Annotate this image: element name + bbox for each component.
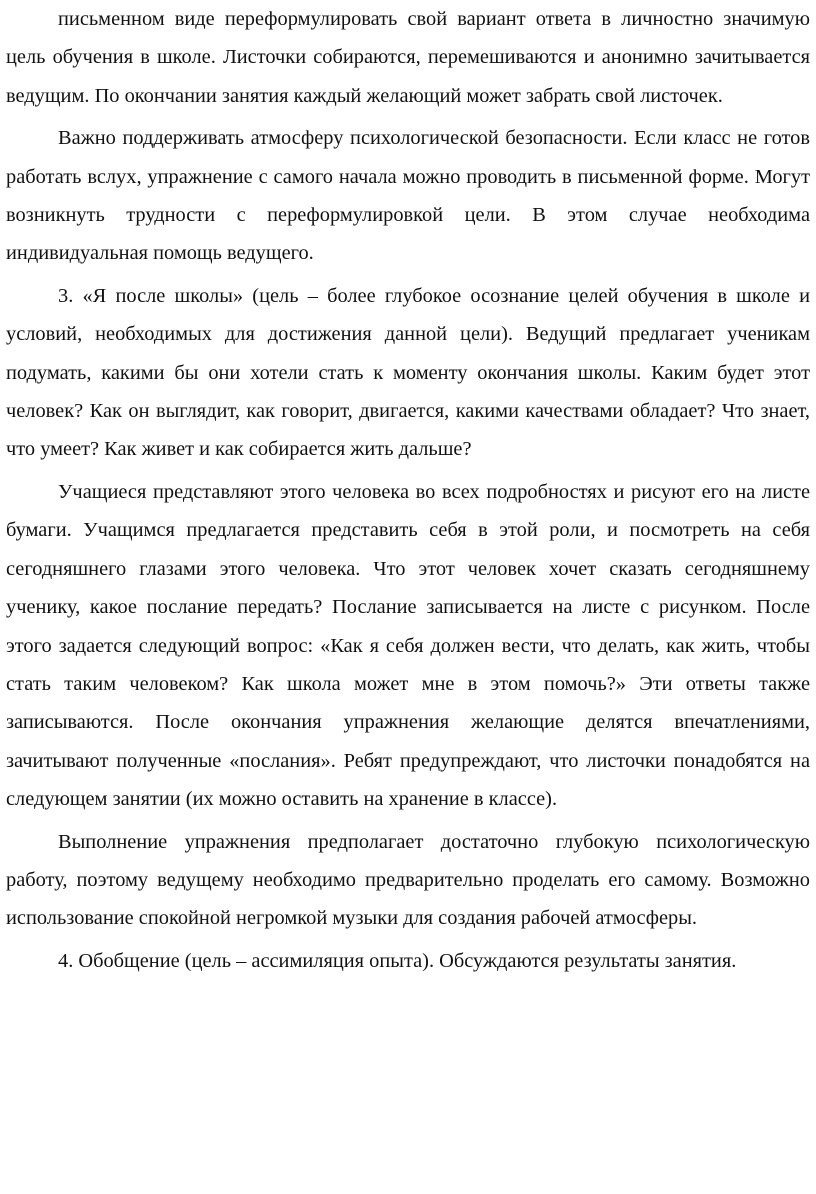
paragraph-preparation: Выполнение упражнения предполагает достаточно глубокую психологическую работу, поэтому ведущему необходимо предварительно проделать его самому. Возможно использование спокойной негромкой музыки для создания рабочей атмосферы.: [6, 830, 810, 930]
paragraph-summary-4: 4. Обобщение (цель – ассимиляция опыта). Обсуждаются результаты занятия.: [58, 949, 737, 972]
paragraph-drawing-message: Учащиеся представляют этого человека во всех подробностях и рисуют его на листе бумаги. Учащимся предлагается представить себя в этой роли, и посмотреть на себя сегодняшнего глазами этого человека. Что этот человек хочет сказать сегодняшнему ученику, какое послание передать? Послание записывается на листе с рисунком. После этого задается следующий вопрос: «Как я себя должен вести, что делать, как жить, чтобы стать таким человеком? Как школа может мне в этом помочь?» Эти ответы также записываются. После окончания упражнения желающие делятся впечатлениями, зачитывают полученные «послания». Ребят предупреждают, что листочки понадобятся на следующем занятии (их можно оставить на хранение в классе).: [6, 480, 810, 811]
paragraph-goal-reformulation: письменном виде переформулировать свой вариант ответа в личностно значимую цель обучения в школе. Листочки собираются, перемешиваются и анонимно зачитывается ведущим. По окончании занятия каждый желающий может забрать свой листочек.: [6, 8, 810, 107]
paragraph-exercise-3: 3. «Я после школы» (цель – более глубокое осознание целей обучения в школе и условий, необходимых для достижения данной цели). Ведущий предлагает ученикам подумать, какими бы они хотели стать к моменту окончания школы. Каким будет этот человек? Как он выглядит, как говорит, двигается, какими качествами обладает? Что знает, что умеет? Как живет и как собирается жить дальше?: [6, 284, 810, 461]
paragraph-psychological-safety: Важно поддерживать атмосферу психологической безопасности. Если класс не готов работать вслух, упражнение с самого начала можно проводить в письменной форме. Могут возникнуть трудности с переформулировкой цели. В этом случае необходима индивидуальная помощь ведущего.: [6, 127, 810, 265]
